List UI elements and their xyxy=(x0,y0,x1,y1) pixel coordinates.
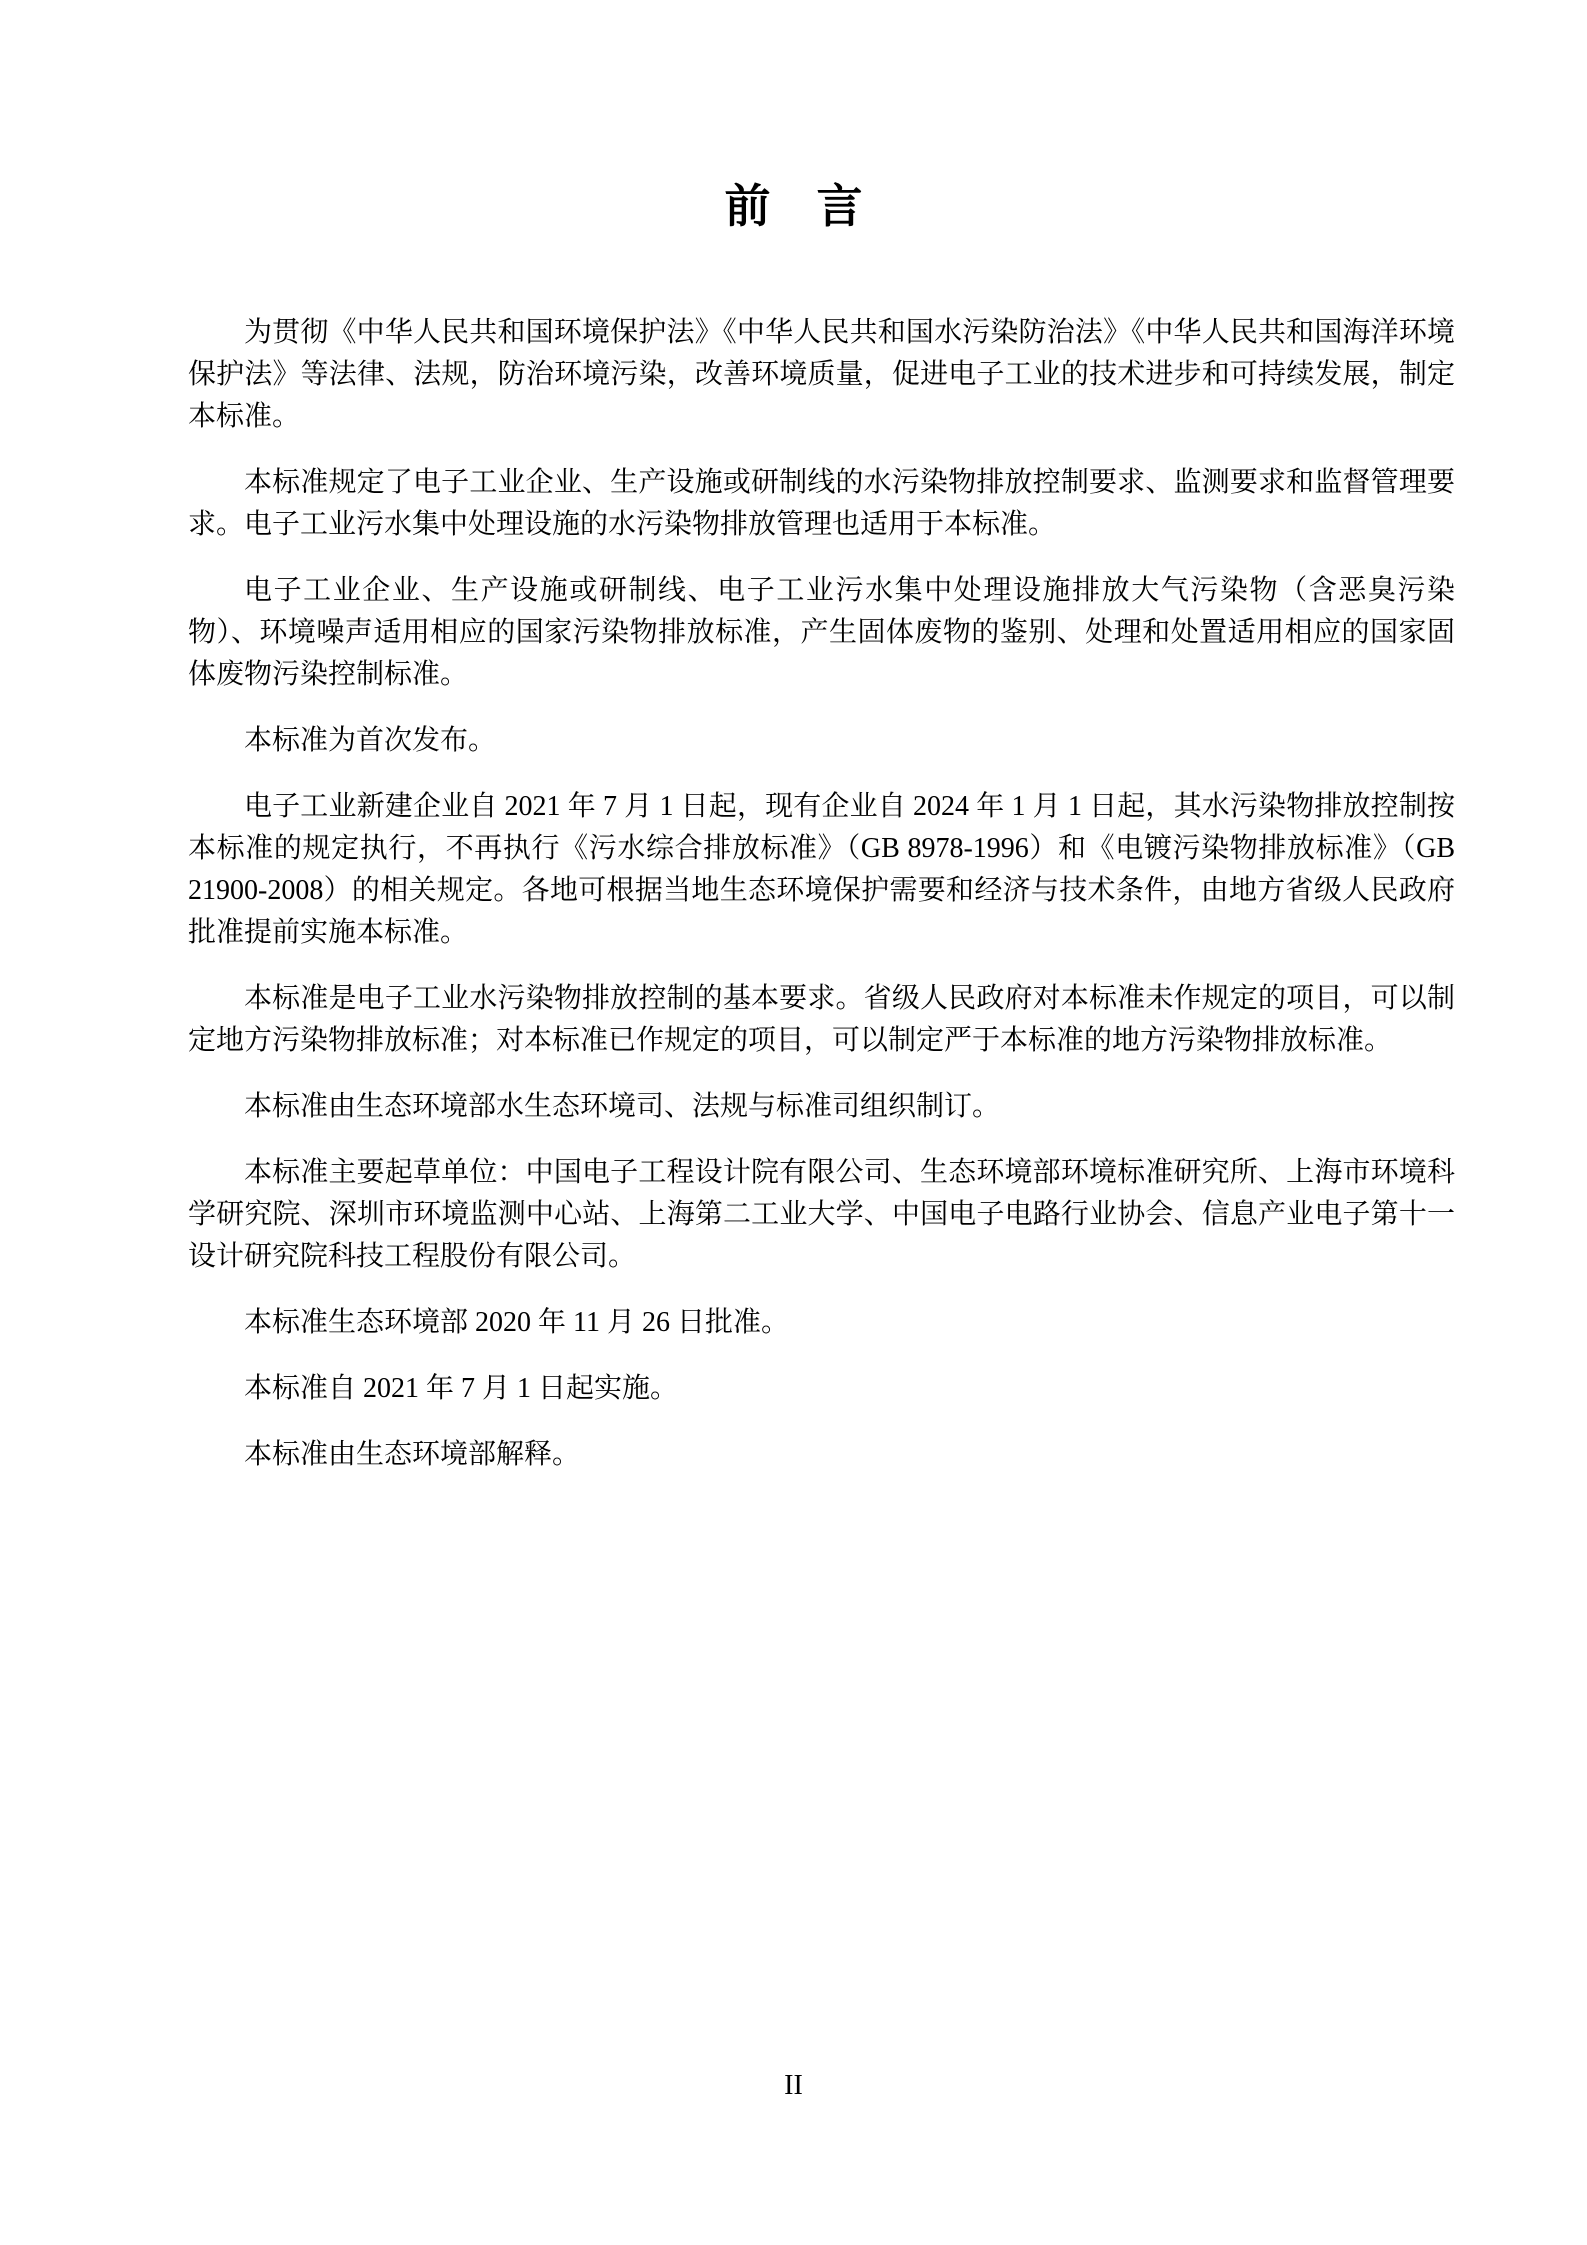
paragraph: 本标准由生态环境部水生态环境司、法规与标准司组织制订。 xyxy=(244,1091,1001,1122)
paragraph: 本标准是电子工业水污染物排放控制的基本要求。省级人民政府对本标准未作规定的项目，可以制定地方污染物排放标准；对本标准已作规定的项目，可以制定严于本标准的地方污染物排放标准。 xyxy=(188,983,1455,1056)
paragraph: 本标准由生态环境部解释。 xyxy=(244,1439,581,1470)
page-number: II xyxy=(784,2070,803,2101)
paragraph: 本标准自 2021 年 7 月 1 日起实施。 xyxy=(244,1373,679,1404)
paragraph: 本标准规定了电子工业企业、生产设施或研制线的水污染物排放控制要求、监测要求和监督管理要求。电子工业污水集中处理设施的水污染物排放管理也适用于本标准。 xyxy=(188,467,1455,540)
document-body xyxy=(188,312,1455,1500)
page-title: 前 言 xyxy=(724,180,863,232)
paragraph: 电子工业企业、生产设施或研制线、电子工业污水集中处理设施排放大气污染物（含恶臭污染物）、环境噪声适用相应的国家污染物排放标准，产生固体废物的鉴别、处理和处置适用相应的国家固体废物污染控制标准。 xyxy=(188,575,1455,690)
paragraph: 本标准生态环境部 2020 年 11 月 26 日批准。 xyxy=(244,1307,789,1338)
paragraph: 电子工业新建企业自 2021 年 7 月 1 日起，现有企业自 2024 年 1 月 1 日起，其水污染物排放控制按本标准的规定执行，不再执行《污水综合排放标准》（GB 8978-1996）和《电镀污染物排放标准》（GB 21900-2008）的相关规定。各地可根据当地生态环境保护需要和经济与技术条件，由地方省级人民政府批准提前实施本标准。 xyxy=(188,791,1455,948)
paragraph: 为贯彻《中华人民共和国环境保护法》《中华人民共和国水污染防治法》《中华人民共和国海洋环境保护法》等法律、法规，防治环境污染，改善环境质量，促进电子工业的技术进步和可持续发展，制定本标准。 xyxy=(188,317,1455,432)
paragraph: 本标准主要起草单位：中国电子工程设计院有限公司、生态环境部环境标准研究所、上海市环境科学研究院、深圳市环境监测中心站、上海第二工业大学、中国电子电路行业协会、信息产业电子第十一设计研究院科技工程股份有限公司。 xyxy=(188,1157,1455,1272)
paragraph: 本标准为首次发布。 xyxy=(244,725,497,756)
